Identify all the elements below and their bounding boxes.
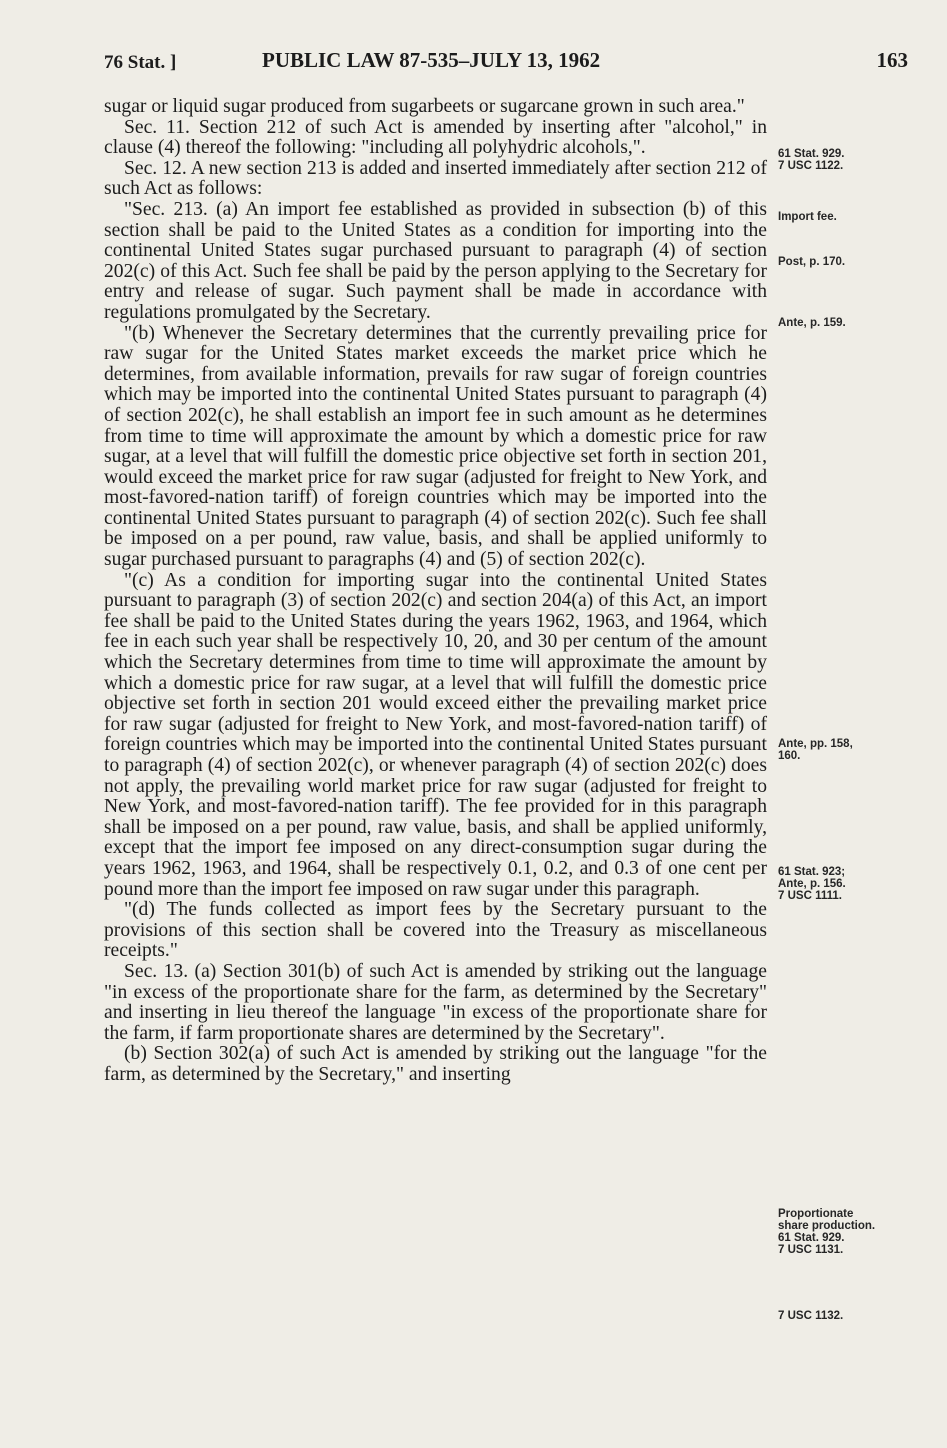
paragraph: Sec. 11. Section 212 of such Act is amended by inserting after "alcohol," in clause (4) thereof the following: "including all polyhydric alcohols,". (104, 116, 767, 159)
page-title: PUBLIC LAW 87-535–JULY 13, 1962 (262, 48, 601, 72)
paragraph: sugar or liquid sugar produced from sugarbeets or sugarcane grown in such area." (104, 96, 745, 117)
paragraph: "(d) The funds collected as import fees by the Secretary pursuant to the provisions of this section shall be covered into the Treasury as miscellaneous receipts." (104, 899, 767, 962)
paragraph: "(c) As a condition for importing sugar into the continental United States pursuant to paragraph (3) of section 202(c) and section 204(a) of this Act, an import fee shall be paid to the United States during the years 1962, 1963, and 1964, which fee in each such year shall be respectively 10, 20, and 30 per centum of the amount which the Secretary determines from time to time will approximate the amount by which a domestic price for raw sugar, at a level that will fulfill the domestic price objective set forth in section 201 would exceed either the prevailing market price for raw sugar (adjusted for freight to New York, and most-favored-nation tariff) of foreign countries which may be imported into the continental United States pursuant to paragraph (4) of section 202(c), or whenever paragraph (4) of section 202(c) does not apply, the prevailing world market price for raw sugar (adjusted for freight to New York, and most-favored-nation tariff). The fee provided for in this paragraph shall be imposed on a per pound, raw value, basis, and shall be applied uniformly, except that the import fee imposed on any direct-consumption sugar during the years 1962, 1963, and 1964, shall be respectively 0.1, 0.2, and 0.3 of one cent per pound more than the import fee imposed on raw sugar under this paragraph. (104, 569, 767, 900)
margin-citation: 7 USC 1132. (778, 1310, 844, 1322)
statute-text (104, 97, 767, 1086)
margin-citation: 61 Stat. 929. 7 USC 1122. (778, 148, 845, 172)
page-header (104, 48, 908, 78)
paragraph: "(b) Whenever the Secretary determines that the currently prevailing price for raw sugar for the United States market exceeds the market price which he determines, from available information, prevails for raw sugar of foreign countries which may be imported into the continental United States pursuant to paragraph (4) of section 202(c), he shall establish an import fee in such amount as he determines from time to time will approximate the amount by which a domestic price for raw sugar, at a level that will fulfill the domestic price objective set forth in section 201, would exceed the market price for raw sugar (adjusted for freight to New York, and most-favored-nation tariff) of foreign countries which may be imported into the continental United States pursuant to paragraph (4) of section 202(c). Such fee shall be imposed on a per pound, raw value, basis, and shall be applied uniformly to sugar purchased pursuant to paragraphs (4) and (5) of section 202(c). (104, 322, 767, 571)
paragraph: (b) Section 302(a) of such Act is amended by striking out the language "for the farm, as determined by the Secretary," and inserting (104, 1043, 767, 1085)
paragraph: Sec. 12. A new section 213 is added and inserted immediately after section 212 of such Act as follows: (104, 157, 767, 200)
volume-reference: 76 Stat. ] (104, 52, 177, 73)
margin-note-proportionate-share: Proportionate share production. 61 Stat. 929. 7 USC 1131. (778, 1208, 876, 1256)
margin-citation: Ante, pp. 158, 160. (778, 738, 853, 762)
margin-citation: Ante, p. 159. (778, 317, 846, 329)
margin-citation: 61 Stat. 923; Ante, p. 156. 7 USC 1111. (778, 866, 846, 902)
paragraph: "Sec. 213. (a) An import fee established as provided in subsection (b) of this section shall be paid to the United States as a condition for importing into the continental United States sugar purchased pursuant to paragraph (4) of section 202(c) of this Act. Such fee shall be paid by the person applying to the Secretary for entry and release of sugar. Such payment shall be made in accordance with regulations promulgated by the Secretary. (104, 198, 767, 323)
paragraph: Sec. 13. (a) Section 301(b) of such Act is amended by striking out the language "in excess of the proportionate share for the farm, as determined by the Secretary" and inserting in lieu thereof the language "in excess of the proportionate share for the farm, if farm proportionate shares are determined by the Secretary". (104, 960, 767, 1044)
margin-note-import-fee: Import fee. (778, 211, 837, 223)
page-number: 163 (876, 48, 908, 72)
margin-citation: Post, p. 170. (778, 256, 846, 268)
